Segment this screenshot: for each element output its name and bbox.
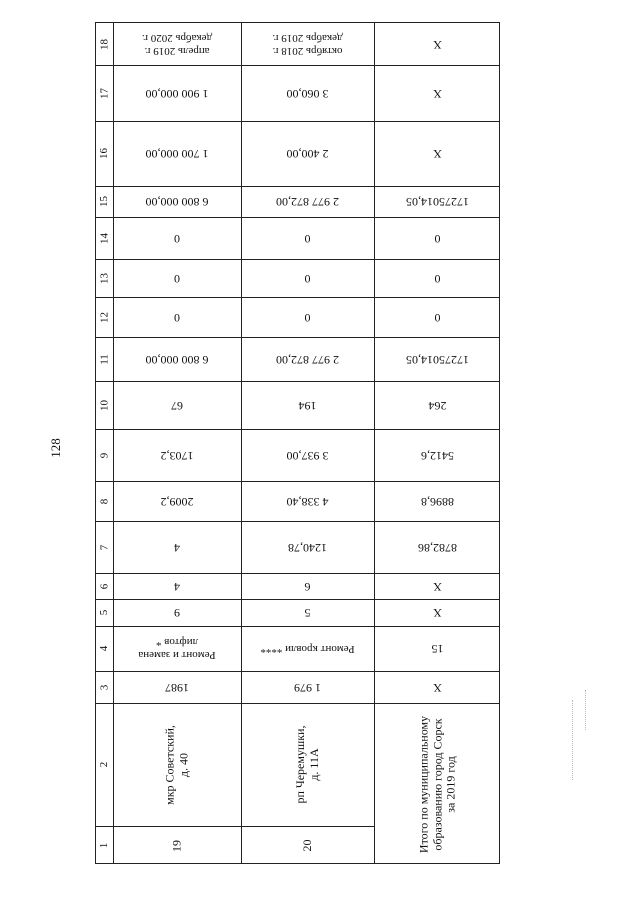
cell-text: 6 [98,583,111,589]
cell-text: 1 [98,842,111,849]
cell-text: 2 977 872,00 [276,352,339,367]
column-number-13 [96,259,113,297]
cell-text: 4 [174,540,180,555]
row-19-col-8 [113,481,241,521]
cell-text: 1 900 000,00 [145,86,209,101]
cell-text: 6 800 000,00 [145,195,209,210]
total-col-6 [374,573,501,599]
cell-text: 15 [98,196,111,207]
cell-text: декабрь 2020 г. [141,32,213,44]
row-20-col-3 [241,671,374,703]
cell-text: 17 [98,87,111,99]
total-col-10 [374,381,501,429]
cell-text: Х [433,579,442,594]
row-19-col-13 [113,259,241,297]
row-20-col-12 [241,297,374,337]
cell-text: Ремонт и замена [138,649,216,662]
column-number-8 [96,481,113,521]
cell-text: лифтов * [155,636,199,649]
cell-text: 8782,86 [418,540,457,555]
cell-text: 0 [304,231,311,246]
row-20-col-2 [241,703,374,826]
cell-text: 0 [174,231,180,246]
cell-text: 1 979 [294,680,321,695]
cell-text: 12 [98,311,111,323]
column-number-16 [96,121,113,186]
scan-artifact [572,700,573,780]
row-19-col-7 [113,521,241,573]
cell-text: 0 [174,271,180,286]
total-col-16 [374,121,501,186]
total-col-12 [374,297,501,337]
column-number-2 [96,703,113,826]
row-19-col-6 [113,573,241,599]
column-number-15 [96,186,113,217]
total-col-11 [374,337,501,381]
cell-text: 8896,8 [421,494,454,509]
cell-text: 11 [98,353,111,365]
cell-text: 5412,6 [421,448,454,463]
row-20-col-1 [241,826,374,865]
column-number-10 [96,381,113,429]
cell-text: 7 [98,544,111,550]
cell-text: 3 937,00 [286,448,329,463]
column-number-3 [96,671,113,703]
column-number-11 [96,337,113,381]
row-20-col-8 [241,481,374,521]
column-number-4 [96,626,113,671]
row-19-col-9 [113,429,241,481]
cell-text: 1 700 000,00 [145,147,209,162]
cell-text: 0 [434,271,441,286]
cell-text: д. 11А [306,748,321,781]
cell-text: 4 338,40 [286,494,329,509]
row-19-col-18 [113,23,241,65]
cell-text: Итого по муниципальному [415,715,430,853]
scan-artifact [585,690,586,730]
cell-text: Х [433,86,442,101]
row-19-col-17 [113,65,241,121]
cell-text: 16 [98,148,111,159]
cell-text: 0 [434,310,441,325]
cell-text: 0 [434,231,441,246]
total-col-5 [374,599,501,626]
cell-text: 2 [98,761,111,768]
row-20-col-5 [241,599,374,626]
cell-text: 264 [428,398,447,413]
cell-text: 9 [174,606,180,621]
cell-text: 2009,2 [160,494,194,509]
cell-text: образованию город Сорск [429,717,444,851]
cell-text: 14 [98,232,111,244]
column-number-6 [96,573,113,599]
row-19-col-10 [113,381,241,429]
total-col-2 [374,703,501,865]
row-20-col-18 [241,23,374,65]
row-20-col-17 [241,65,374,121]
cell-text: д. 40 [176,752,190,777]
column-number-12 [96,297,113,337]
row-20-col-15 [241,186,374,217]
total-col-15 [374,186,501,217]
cell-text: 4 [174,579,180,594]
row-20-col-14 [241,217,374,259]
cell-text: 0 [304,271,311,286]
row-19-col-1 [113,826,241,865]
cell-text: 0 [304,310,311,325]
column-number-1 [96,826,113,865]
column-number-18 [96,23,113,65]
cell-text: Х [433,147,442,162]
cell-text: 5 [98,609,111,616]
row-20-col-6 [241,573,374,599]
cell-text: за 2019 год [443,755,458,813]
row-19-col-5 [113,599,241,626]
row-20-col-7 [241,521,374,573]
cell-text: 3 [98,684,111,690]
total-col-8 [374,481,501,521]
row-20-col-11 [241,337,374,381]
row-19-col-11 [113,337,241,381]
cell-text: Ремонт кровли **** [260,642,355,655]
total-col-17 [374,65,501,121]
cell-text: Х [433,37,442,52]
row-19-col-12 [113,297,241,337]
total-col-9 [374,429,501,481]
cell-text: Х [433,606,442,621]
cell-text: 19 [169,839,184,852]
row-19-col-4 [113,626,241,671]
column-number-5 [96,599,113,626]
data-table [95,22,500,864]
row-19-col-14 [113,217,241,259]
cell-text: 3 060,00 [286,86,329,101]
cell-text: 10 [98,399,111,411]
cell-text: 1703,2 [160,448,194,463]
cell-text: 20 [299,839,314,852]
total-col-13 [374,259,501,297]
cell-text: 2 977 872,00 [276,195,339,210]
column-number-17 [96,65,113,121]
cell-text: 6 800 000,00 [145,352,209,367]
total-col-18 [374,23,501,65]
cell-text: 6 [304,579,311,594]
total-col-14 [374,217,501,259]
row-20-col-13 [241,259,374,297]
row-19-col-15 [113,186,241,217]
cell-text: 2 400,00 [286,147,329,162]
row-20-col-9 [241,429,374,481]
row-20-col-10 [241,381,374,429]
row-20-col-4 [241,626,374,671]
cell-text: 1240,78 [288,540,327,555]
cell-text: апрель 2019 г. [144,44,210,57]
column-number-14 [96,217,113,259]
row-20-col-16 [241,121,374,186]
row-19-col-2 [113,703,241,826]
column-number-9 [96,429,113,481]
cell-text: Х [433,680,442,695]
total-col-7 [374,521,501,573]
row-19-col-16 [113,121,241,186]
cell-text: мкр Советский, [162,724,177,805]
cell-text: 15 [431,642,444,657]
cell-text: октябрь 2018 г. [272,44,343,57]
cell-text: 1987 [165,680,189,695]
cell-text: декабрь 2019 г. [272,32,343,44]
cell-text: 9 [98,452,111,458]
cell-text: 67 [171,398,183,413]
cell-text: 17275014,05 [406,195,469,210]
cell-text: 13 [98,272,111,284]
cell-text: 18 [98,38,111,50]
column-number-7 [96,521,113,573]
total-col-3 [374,671,501,703]
cell-text: 17275014,05 [406,352,469,367]
cell-text: 5 [304,606,311,621]
row-19-col-3 [113,671,241,703]
page-number: 128 [48,438,63,458]
cell-text: 194 [298,398,317,413]
total-col-4 [374,626,501,671]
cell-text: рп Черемушки, [292,725,307,804]
cell-text: 0 [174,310,180,325]
cell-text: 8 [98,498,111,504]
cell-text: 4 [98,645,111,652]
